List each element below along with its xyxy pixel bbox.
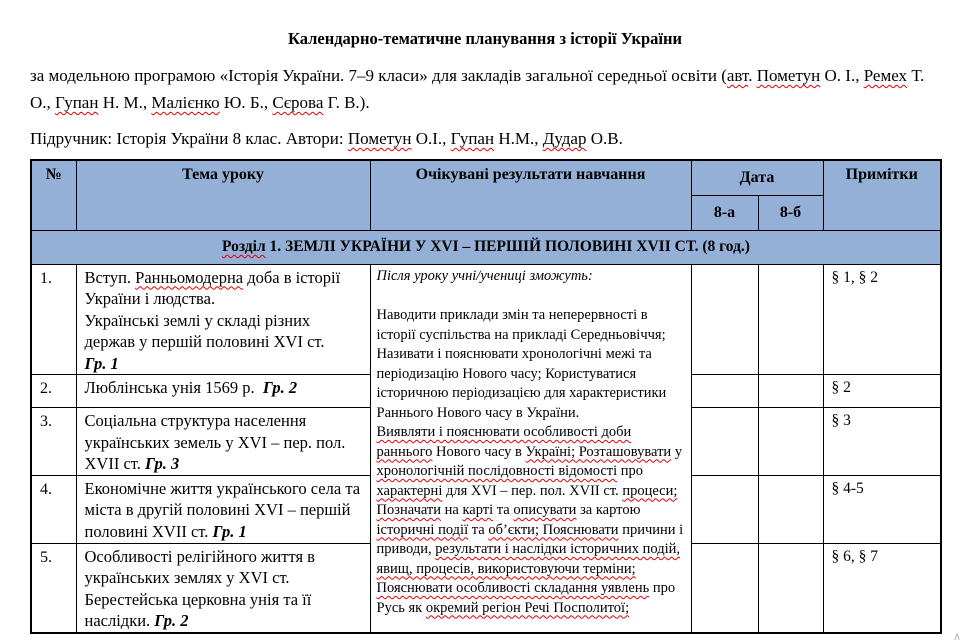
date-cell-8a <box>691 375 758 408</box>
results-intro: Після уроку учні/учениці зможуть: <box>376 267 593 284</box>
program-paragraph: за модельною програмою «Історія України. 7–9 класи» для закладів загальної середньої освіти (авт. Пометун О. І., Ремех Т. О., Гупан Н. М., Малієнко Ю. Б., Сєрова Г. В.). <box>30 66 925 112</box>
col-header-date: Дата <box>691 160 823 195</box>
expected-results-cell <box>370 264 691 633</box>
date-cell-8b <box>758 375 823 408</box>
section-row <box>31 230 941 264</box>
date-cell-8a <box>691 408 758 476</box>
date-cell-8b <box>758 543 823 633</box>
col-header-num: № <box>31 160 76 230</box>
results-paragraph-2: Виявляти і пояснювати особливості доби раннього Нового часу в Україні; Розташовувати у хронологічній послідовності відомості про характерні для XVI – пер. пол. XVII ст. процеси; Позначати на карті та описувати за картою історичні події та об’єкти; Пояснювати причини і приводи, результати і наслідки історичних подій, явищ, процесів, використовуючи терміни; Пояснювати особливості складання уявлень про Русь як окремий регіон Речі Посполитої; <box>376 424 684 616</box>
date-cell-8a <box>691 475 758 543</box>
lesson-topic: Особливості релігійного життя в українських землях у XVI ст. Берестейська церковна унія та її наслідки. Гр. 2 <box>76 543 370 633</box>
lesson-notes: § 6, § 7 <box>823 543 941 633</box>
lesson-notes: § 2 <box>823 375 941 408</box>
date-cell-8b <box>758 475 823 543</box>
lesson-number: 3. <box>31 408 76 476</box>
lesson-topic: Економічне життя українського села та міста в другій половині XVI – першій половині XVII ст. Гр. 1 <box>76 475 370 543</box>
lesson-topic: Вступ. Ранньомодерна доба в історії України і людства. Українські землі у складі різних держав у першій половині XVI ст. Гр. 1 <box>76 264 370 375</box>
section-title: Розділ 1. ЗЕМЛІ УКРАЇНИ У XVI – ПЕРШІЙ ПОЛОВИНІ XVII СТ. (8 год.) <box>31 230 941 264</box>
col-header-class-8a: 8-а <box>691 195 758 230</box>
date-cell-8a <box>691 543 758 633</box>
col-header-topic: Тема уроку <box>76 160 370 230</box>
date-cell-8b <box>758 408 823 476</box>
corner-caret-icon: ∧ <box>952 631 961 643</box>
col-header-class-8b: 8-б <box>758 195 823 230</box>
lesson-number: 1. <box>31 264 76 375</box>
lesson-topic: Люблінська унія 1569 р. Гр. 2 <box>76 375 370 408</box>
lesson-notes: § 1, § 2 <box>823 264 941 375</box>
lesson-notes: § 4-5 <box>823 475 941 543</box>
date-cell-8a <box>691 264 758 375</box>
results-paragraph-1: Наводити приклади змін та неперервності в історії суспільства на прикладі Середньовіччя; Називати і пояснювати хронологічні межі та періодизацію Нового часу; Користуватися історичною періодизацією для характеристики Раннього Нового часу в України. <box>376 307 667 421</box>
textbook-paragraph: Підручник: Історія України 8 клас. Автори: Пометун О.І., Гупан Н.М., Дудар О.В. <box>30 129 623 148</box>
lesson-notes: § 3 <box>823 408 941 476</box>
doc-title: Календарно-тематичне планування з історії України <box>287 29 683 48</box>
lesson-row-1 <box>31 264 941 375</box>
lesson-topic: Соціальна структура населення українських земель у XVI – пер. пол. XVII ст. Гр. 3 <box>76 408 370 476</box>
lesson-number: 5. <box>31 543 76 633</box>
table-header-row <box>31 160 941 195</box>
col-header-notes: Примітки <box>823 160 941 230</box>
col-header-results: Очікувані результати навчання <box>370 160 691 230</box>
date-cell-8b <box>758 264 823 375</box>
lesson-number: 4. <box>31 475 76 543</box>
planning-table <box>30 159 942 634</box>
lesson-number: 2. <box>31 375 76 408</box>
